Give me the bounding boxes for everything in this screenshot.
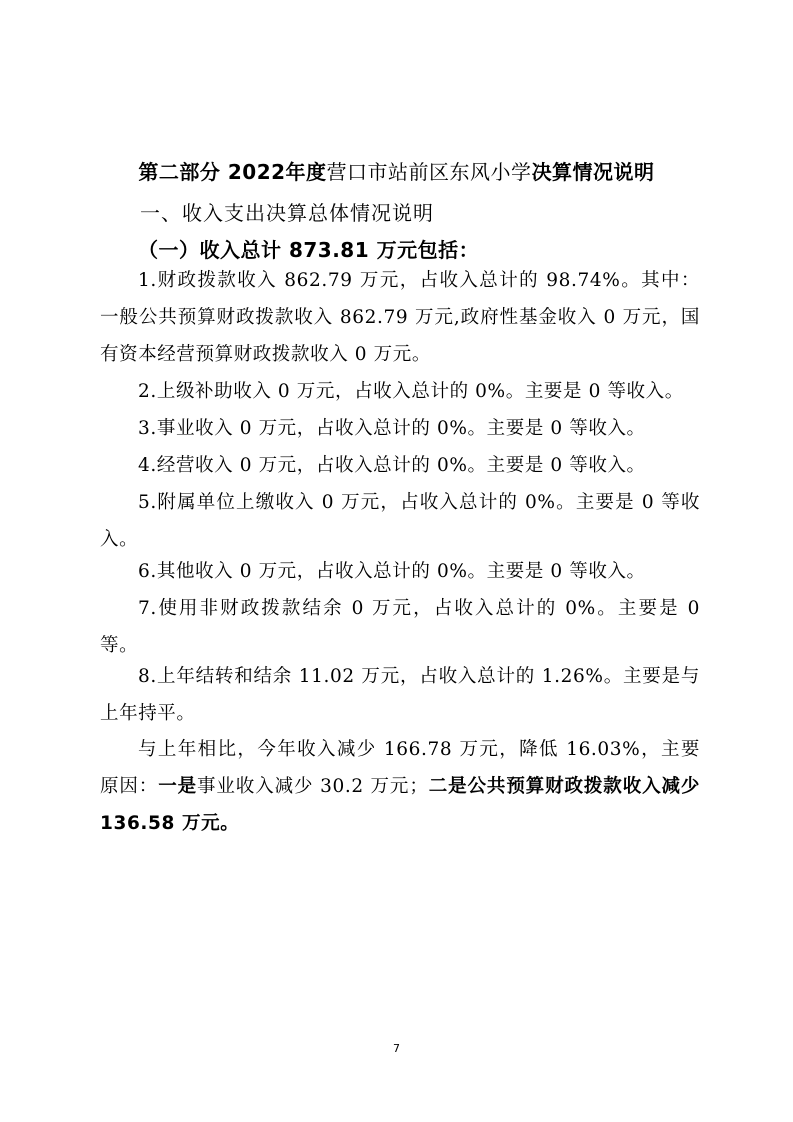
page-title [0, 156, 793, 185]
paragraph-9-first-reason: 事业收入减少 30.2 万元； [197, 776, 429, 797]
paragraph-2: 2.上级补助收入 0 万元，占收入总计的 0%。主要是 0 等收入。 [138, 381, 684, 402]
section-heading: 一、收入支出决算总体情况说明 [140, 201, 434, 225]
paragraph-9-intro: 与上年相比，今年收入减少 166.78 万元，降低 16.03%，主要原因： [100, 739, 700, 797]
paragraph-7: 7.使用非财政拨款结余 0 万元，占收入总计的 0%。主要是 0 等。 [100, 598, 700, 656]
paragraph-8: 8.上年结转和结余 11.02 万元，占收入总计的 1.26%。主要是与上年持平。 [100, 666, 700, 724]
paragraph-4: 4.经营收入 0 万元，占收入总计的 0%。主要是 0 等收入。 [138, 455, 646, 476]
paragraph-3: 3.事业收入 0 万元，占收入总计的 0%。主要是 0 等收入。 [138, 418, 646, 439]
title-part-2: 营口市站前区东风小学 [326, 160, 532, 184]
paragraph-5: 5.附属单位上缴收入 0 万元，占收入总计的 0%。主要是 0 等收入。 [100, 492, 700, 550]
title-part-1: 第二部分 2022年度 [138, 160, 327, 184]
paragraph-1: 1.财政拨款收入 862.79 万元，占收入总计的 98.74%。其中：一般公共预算财政拨款收入 862.79 万元,政府性基金收入 0 万元，国有资本经营预算财政拨款收入 0 万元。 [100, 270, 700, 365]
paragraph-9-second-reason: 二是公共预算财政拨款收入减少 136.58 万元。 [100, 776, 700, 834]
paragraph-6: 6.其他收入 0 万元，占收入总计的 0%。主要是 0 等收入。 [138, 561, 646, 582]
paragraph-9 [100, 731, 700, 842]
page-number: 7 [393, 1042, 400, 1055]
title-part-3: 决算情况说明 [531, 160, 655, 184]
subsection-heading: （一）收入总计 873.81 万元包括： [138, 238, 480, 262]
paragraph-9-first-label: 一是 [158, 776, 197, 797]
